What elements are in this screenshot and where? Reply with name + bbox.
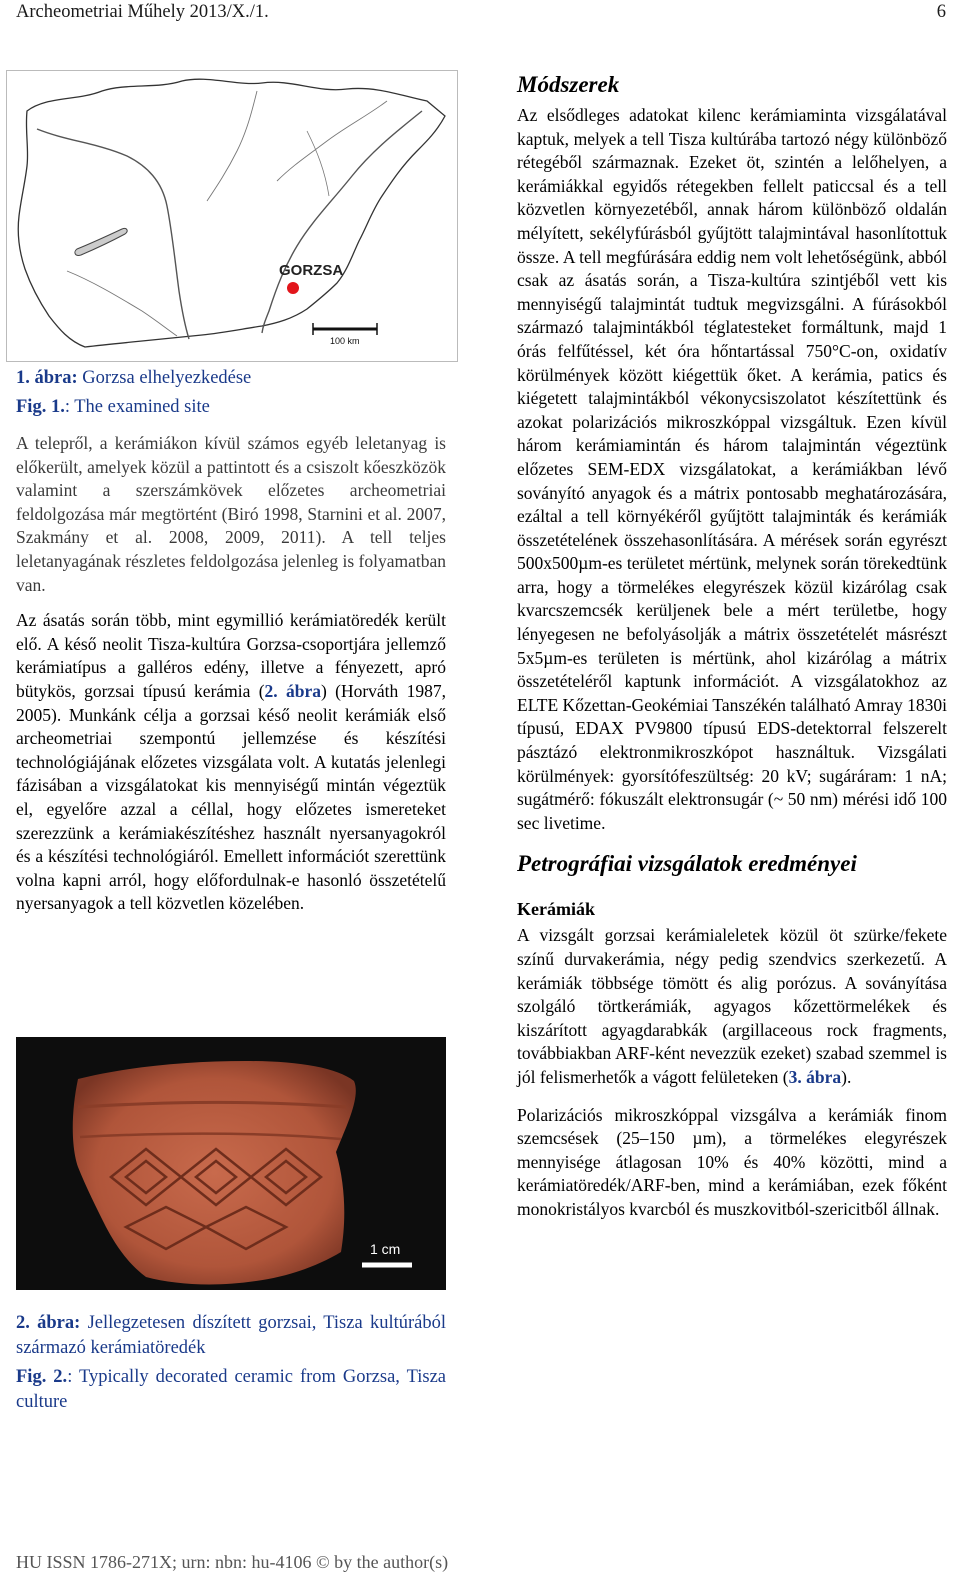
ceramics-results-paragraph-2: Polarizációs mikroszkóppal vizsgálva a kerámiák finom szemcsések (25–150 µm), a törmelékes elegyrészek mennyisége átlagosan 10% és 40% közötti, mind a kerámiatöredék/ARF-ben, mind a kerámiában, ezek főként monokristályos kvarcból és muszkovitból-szericitből állnak. [517,1104,947,1219]
right-column [517,72,947,1222]
methods-heading: Módszerek [517,72,620,97]
map-site-label: GORZSA [279,262,344,279]
figure-2-label-en: Fig. 2. [16,1367,68,1387]
map-scale-label: 100 km [330,336,360,346]
photo-scale-label: 1 cm [370,1241,401,1257]
figure-1-caption-hu: 1. ábra: Gorzsa elhelyezkedése [16,368,252,388]
page-header [16,2,946,28]
page-number: 6 [936,2,946,22]
page-footer: HU ISSN 1786-271X; urn: nbn: hu-4106 © by the author(s) [16,1552,449,1572]
intro-paragraph: A telepről, a kerámiákon kívül számos egyéb leletanyag is előkerült, amelyek közül a pattintott és a csiszolt kőeszközök valamint a szerszámkövek előzetes archeometriai feldolgozása már megtörtént (Biró 1998, Starnini et al. 2007, Szakmány et al. 2008, 2009, 2011). A tell teljes leletanyagának részletes feldolgozása jelenleg is folyamatban van. [16,433,447,595]
left-column-text [16,432,446,916]
figure-3-reference[interactable]: 3. ábra [788,1066,842,1087]
methods-paragraph: Az elsődleges adatokat kilenc kerámiaminta vizsgálatával kaptuk, melyek a tell Tisza kultúrába tartozó négy különböző rétegéből származnak. Ezeket öt, szintén a lelőhelyen, a kerámiákkal egyidős rétegekben fellelt paticcsal és a tell közvetlen környezetéből, annak három különböző oldalán mélyített, sekélyfúrásból gyűjtött talajmintával hasonlítottuk össze. A tell megfúrására eddig nem volt lehetőségünk, abból csak az ásatás során, a Tisza-kultúra szintjéből vett kis mennyiségű talajmintát tudtuk megvizsgálni. A fúrásokból származó talajmintákból téglatesteket formáltunk, majd 1 órás felfűtéssel, két óra hőntartással 750°C-on, oxidatív körülmények között kiégettük őket. A kerámia, patics és kiégetett talajmintákból vékonycsiszolatot készítettünk és azokat polarizációs mikroszkóppal vizsgáltuk. Ezen kívül három kerámiamintán és három talajmintán végeztünk előzetes SEM-EDX vizsgálatokat, a kerámiákban lévő soványító anyagok és a mátrix pontosabb meghatározására, ezáltal a tell környékéről gyűjtött talajminták és kerámiák összetételének összehasonlítására. A mérések során egyrészt 500x500µm-es területet mértünk, melynek során törekedtünk arra, hogy a törmelékes elegyrészek közül kizárólag csak kvarcszemcsék kerüljenek bele a mért területbe, hogy lényegesen ne befolyásolják a mátrix összetételét másrészt 5x5µm-es területen is mértünk, ahol kizárólag a mátrix összetételéről kaptunk információt. A vizsgálatokhoz az ELTE Kőzettan-Geokémiai Tanszékén található Amray 1830i típusú, EDAX PV9800 típusú EDS-detektorral felszerelt pásztázó elektronmikroszkópot használtuk. Vizsgálati körülmények: gyorsítófeszültség: 20 kV; sugáráram: 1 nA; sugátmérő: fókuszált elektronsugár (~ 50 nm) mérési idő 100 sec livetime. [517,105,947,833]
figure-2-photo [16,1037,446,1290]
figure-1-caption [16,366,446,420]
gorzsa-location-marker [287,282,299,294]
figure-1-label-en: Fig. 1. [16,397,65,417]
ceramics-subheading: Kerámiák [517,899,595,920]
figure-2-caption [16,1311,446,1415]
results-heading: Petrográfiai vizsgálatok eredményei [517,851,857,877]
figure-2-label-hu: 2. ábra: [16,1313,81,1333]
figure-2-caption-hu: 2. ábra: Jellegzetesen díszített gorzsai, Tisza kultúrából származó kerámiatöredék [16,1313,446,1358]
figure-2-caption-en: Fig. 2.: Typically decorated ceramic from Gorzsa, Tisza culture [16,1367,446,1412]
figure-1-map [6,70,458,362]
figure-2-reference[interactable]: 2. ábra [264,680,321,701]
ceramic-sherd-illustration [16,1037,446,1290]
ceramics-paragraph: Az ásatás során több, mint egymillió kerámiatöredék került elő. A késő neolit Tisza-kultúra Gorzsa-csoportjára jellemző kerámiatípus a galléros edény, illetve a fényezett, apró bütykös, gorzsai típusú kerámia (2. ábra) (Horváth 1987, 2005). Munkánk célja a gorzsai késő neolit kerámiák első archeometriai szempontú jellemzése és készítési technológiájának előzetes vizsgálata volt. A kutatás jelenlegi fázisában a vizsgálatokat kis mennyiségű mintán végeztük el, egyelőre azzal a céllal, hogy előzetes ismereteket szerezzünk a kerámiakészítéshez használt nyersanyagokról és a készítési technológiáról. Emellett információt szerettünk volna kapni arról, hogy előfordulnak-e hasonló összetételű nyersanyagok a tell közvetlen közelében. [16,610,446,914]
journal-title: Archeometriai Műhely 2013/X./1. [16,2,269,22]
ceramics-results-paragraph-1: A vizsgált gorzsai kerámialeletek közül öt szürke/fekete színű durvakerámia, négy pedig szendvics szerkezetű. A kerámiák többsége tömött és alig porózus. A soványítása szolgáló törtkerámiák, agyagos kőzettörmelékek és kiszárított agyagdarabkák (argillaceous rock fragments, továbbiakban ARF-ként nevezzük ezeket) szabad szemmel is jól felismerhetők a vágott felületeken (3. ábra). [517,925,947,1087]
hungary-map-illustration [7,71,457,361]
country-border [18,79,445,347]
figure-1-caption-en: Fig. 1.: The examined site [16,397,210,417]
figure-1-label-hu: 1. ábra: [16,368,78,388]
